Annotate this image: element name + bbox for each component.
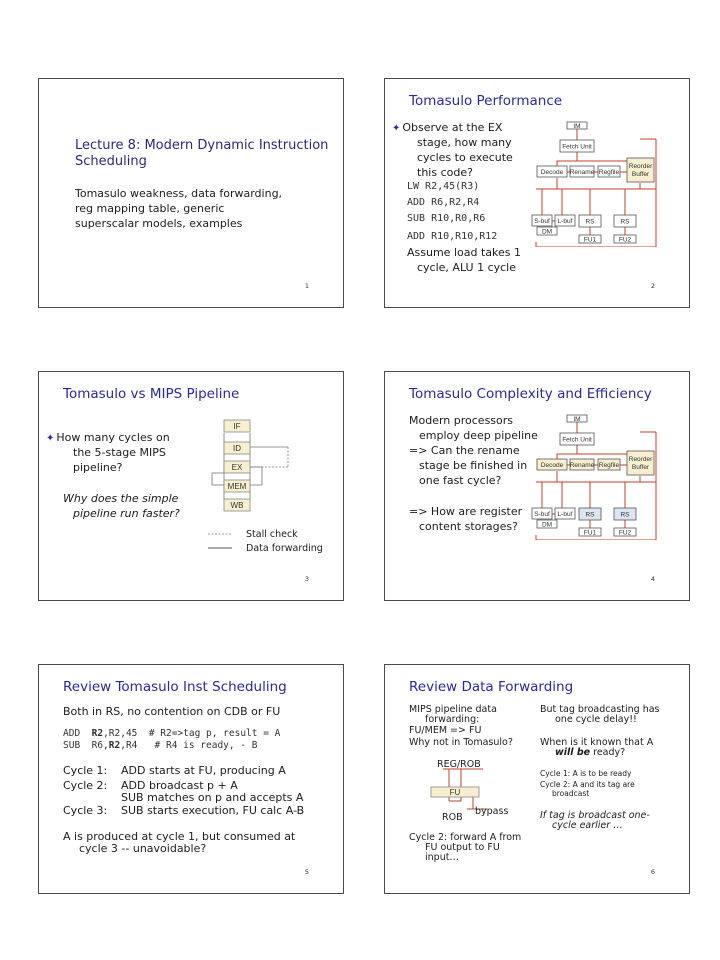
right-if-line-1: If tag is broadcast one- [540, 810, 650, 821]
code-line-2: ADD R6,R2,R4 [407, 197, 480, 208]
cycle-3-label: Cycle 3: [63, 804, 108, 817]
slide-1-body-line-1: Tomasulo weakness, data forwarding, [75, 187, 283, 200]
cycle-1-text: ADD starts at FU, producing A [121, 764, 286, 777]
page-number: 3 [304, 575, 309, 583]
code-line-4: ADD R10,R10,R12 [407, 231, 498, 242]
question-line-2: the 5-stage MIPS [73, 446, 166, 459]
question-line-3: cycles to execute [417, 151, 513, 164]
cycle-2-text: ADD broadcast p + A [121, 779, 238, 792]
cycle-2-text-2: SUB matches on p and accepts A [121, 791, 304, 804]
why-line-2: pipeline run faster? [73, 507, 180, 520]
left-cycle2-line-2: FU output to FU [425, 842, 500, 853]
rob-label-2: Buffer [631, 464, 650, 471]
conclusion-line-1: A is produced at cycle 1, but consumed at [63, 830, 296, 843]
slide-2 [384, 78, 690, 308]
page-number: 4 [650, 575, 655, 583]
right-line-2: one cycle delay!! [555, 714, 637, 725]
stage-if: IF [233, 422, 241, 431]
text-line-1: Modern processors [409, 414, 514, 427]
right-line-3: When is it known that A [540, 737, 654, 748]
rs2-label: RS [620, 218, 630, 226]
slide-1-title-line-1: Lecture 8: Modern Dynamic Instruction [75, 138, 329, 153]
left-cycle2-line-3: input… [425, 852, 459, 863]
slide-1-body-line-2: reg mapping table, generic [75, 202, 225, 215]
rs1-label: RS [585, 218, 595, 226]
rob-label-2: Buffer [631, 171, 650, 178]
q-text-1: Observe at the EX [402, 121, 503, 134]
rob-label-1: Reorder [628, 163, 653, 170]
sbuf-label: S-buf [534, 218, 550, 225]
slide-1-title-line-2: Scheduling [75, 154, 147, 169]
im-label: IM [573, 416, 581, 423]
left-line-3: FU/MEM => FU [409, 725, 482, 736]
sbuf-label: S-buf [534, 511, 550, 518]
slide-title: Tomasulo Complexity and Efficiency [409, 386, 652, 402]
stage-mem: MEM [227, 482, 247, 491]
tomasulo-diagram [530, 414, 665, 540]
text-line-4: stage be finished in [419, 459, 528, 472]
regfile-label: Regfile [598, 462, 620, 469]
text-line-5: one fast cycle? [419, 474, 502, 487]
slide-title: Tomasulo vs MIPS Pipeline [63, 386, 240, 402]
slide-title: Review Data Forwarding [409, 679, 574, 695]
right-cycle1: Cycle 1: A is to be ready [540, 769, 632, 778]
slide-1 [38, 78, 344, 308]
question-line-1 [46, 430, 170, 446]
rename-label: Rename [569, 462, 595, 469]
fu2-label: FU2 [618, 529, 632, 537]
code-line-2 [63, 740, 258, 751]
code-part: ADD [63, 728, 92, 739]
rob-label: ROB [442, 812, 463, 823]
slide-title: Review Tomasulo Inst Scheduling [63, 679, 287, 695]
rs2-label: RS [620, 511, 630, 519]
why-line-1: Why does the simple [63, 492, 179, 505]
right-cycle2-line-2: broadcast [552, 789, 590, 798]
fetch-label: Fetch Unit [562, 436, 592, 444]
regfile-label: Regfile [598, 169, 620, 176]
q-text-1: How many cycles on [56, 431, 170, 444]
left-line-4: Why not in Tomasulo? [409, 737, 513, 748]
text-line-2: employ deep pipeline [419, 429, 538, 442]
right-line-4 [555, 747, 625, 759]
slide-4 [384, 371, 690, 601]
legend-stall-check: Stall check [246, 529, 298, 540]
code-line-1 [63, 728, 280, 739]
bypass-label: bypass [475, 806, 509, 817]
cycle-3-text: SUB starts execution, FU calc A-B [121, 804, 305, 817]
bullet-icon: ✦ [46, 433, 55, 444]
lbuf-label: L-buf [557, 511, 573, 518]
left-cycle2-line-1: Cycle 2: forward A from [409, 832, 522, 843]
fetch-label: Fetch Unit [562, 143, 592, 151]
rs1-label: RS [585, 511, 595, 519]
slide-5 [38, 664, 344, 894]
code-line-1: LW R2,45(R3) [407, 181, 480, 192]
fu-label: FU [449, 788, 461, 797]
fu1-label: FU1 [583, 236, 597, 244]
question-line-1 [392, 120, 502, 136]
will-be-emphasis: will be [555, 747, 591, 758]
slide-6 [384, 664, 690, 894]
legend-data-forwarding: Data forwarding [246, 543, 323, 554]
right-cycle2-line-1: Cycle 2: A and its tag are [540, 780, 635, 789]
tomasulo-diagram [530, 121, 665, 247]
decode-label: Decode [540, 462, 564, 469]
regrob-label: REG/ROB [437, 759, 481, 770]
conclusion-line-2: cycle 3 -- unavoidable? [79, 842, 207, 855]
im-label: IM [573, 123, 581, 130]
fu2-label: FU2 [618, 236, 632, 244]
stage-id: ID [233, 444, 241, 453]
assume-line-1: Assume load takes 1 [407, 246, 521, 259]
ready-text: ready? [590, 747, 626, 758]
dm-label: DM [541, 521, 553, 529]
intro-text: Both in RS, no contention on CDB or FU [63, 705, 281, 718]
question-line-3: pipeline? [73, 461, 123, 474]
stage-wb: WB [230, 501, 244, 510]
page-number: 6 [650, 868, 655, 876]
lbuf-label: L-buf [557, 218, 573, 225]
code-line-3: SUB R10,R0,R6 [407, 213, 486, 224]
slide-3 [38, 371, 344, 601]
question-line-4: this code? [417, 166, 473, 179]
code-bold: R2 [108, 740, 121, 751]
code-part: SUB R6, [63, 740, 109, 751]
cycle-1-label: Cycle 1: [63, 764, 108, 777]
slide-1-body-line-3: superscalar models, examples [75, 217, 243, 230]
code-part: ,R2,45 # R2=>tag p, result = A [103, 728, 281, 739]
right-line-1: But tag broadcasting has [540, 704, 660, 715]
dm-label: DM [541, 228, 553, 236]
left-line-1: MIPS pipeline data [409, 704, 497, 715]
fu1-label: FU1 [583, 529, 597, 537]
left-line-2: forwarding: [425, 714, 480, 725]
cycle-2-label: Cycle 2: [63, 779, 108, 792]
question-line-2: stage, how many [417, 136, 512, 149]
assume-line-2: cycle, ALU 1 cycle [417, 261, 516, 274]
text-line-7: content storages? [419, 520, 518, 533]
decode-label: Decode [540, 169, 564, 176]
bullet-icon: ✦ [392, 123, 401, 134]
code-part: ,R4 # R4 is ready, - B [120, 740, 258, 751]
page-number: 2 [650, 282, 655, 290]
rob-label-1: Reorder [628, 456, 653, 463]
stage-ex: EX [231, 463, 243, 472]
right-if-line-2: cycle earlier … [552, 820, 623, 831]
text-line-6: => How are register [409, 505, 523, 518]
rename-label: Rename [569, 169, 595, 176]
text-line-3: => Can the rename [409, 444, 520, 457]
page-number: 1 [304, 282, 309, 290]
code-bold: R2 [91, 728, 104, 739]
page-number: 5 [304, 868, 309, 876]
slide-title: Tomasulo Performance [409, 93, 563, 109]
